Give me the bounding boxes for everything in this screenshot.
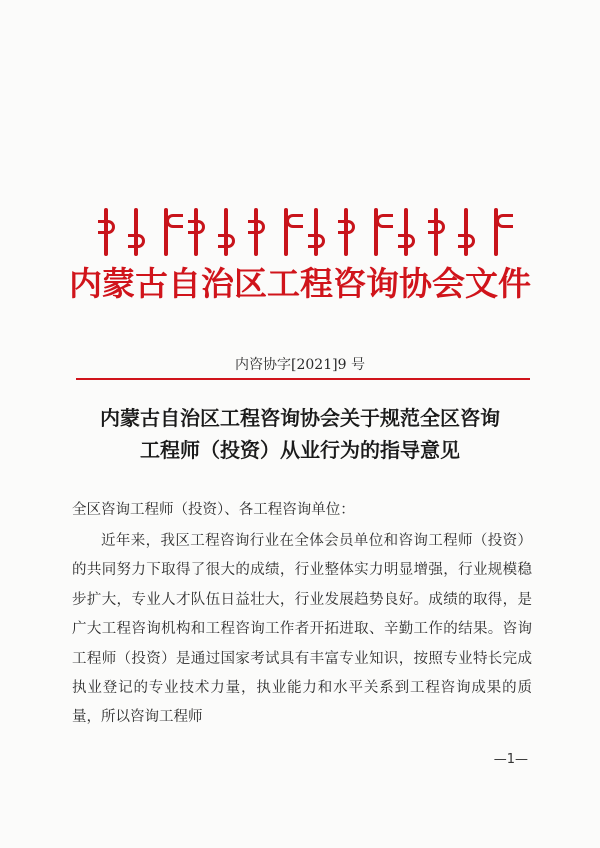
mongolian-glyph (96, 208, 116, 258)
mongolian-script-header (96, 200, 506, 258)
body-paragraph: 近年来，我区工程咨询行业在全体会员单位和咨询工程师（投资）的共同努力下取得了很大的成绩，行业整体实力明显增强，行业规模稳步扩大，专业人才队伍日益壮大，行业发展趋势良好。成绩的取得，是广大工程咨询机构和工程咨询工作者开拓进取、辛勤工作的结果。咨询工程师（投资）是通过国家考试具有丰富专业知识，按照专业特长完成执业登记的专业技术力量，执业能力和水平关系到工程咨询成果的质量，所以咨询工程师 (72, 533, 532, 726)
org-document-header: 内蒙古自治区工程咨询协会文件 (69, 264, 531, 303)
mongolian-glyph (456, 208, 476, 258)
mongolian-glyph (306, 208, 326, 258)
document-title-line-1: 内蒙古自治区工程咨询协会关于规范全区咨询 (100, 406, 500, 430)
red-divider-line (76, 378, 530, 380)
mongolian-glyph (156, 208, 176, 258)
page-number: —1— (493, 752, 528, 767)
document-title (60, 402, 540, 466)
mongolian-glyph (216, 208, 236, 258)
document-title-line-2: 工程师（投资）从业行为的指导意见 (140, 438, 460, 462)
mongolian-glyph (426, 208, 446, 258)
mongolian-glyph (366, 208, 386, 258)
mongolian-glyph (396, 208, 416, 258)
mongolian-glyph (336, 208, 356, 258)
body-text (72, 527, 532, 733)
mongolian-glyph (126, 208, 146, 258)
mongolian-glyph (186, 208, 206, 258)
mongolian-glyph (246, 208, 266, 258)
salutation: 全区咨询工程师（投资）、各工程咨询单位： (72, 502, 355, 518)
mongolian-glyph (486, 208, 506, 258)
document-number: 内咨协字[2021]9 号 (235, 357, 365, 373)
mongolian-glyph (276, 208, 296, 258)
